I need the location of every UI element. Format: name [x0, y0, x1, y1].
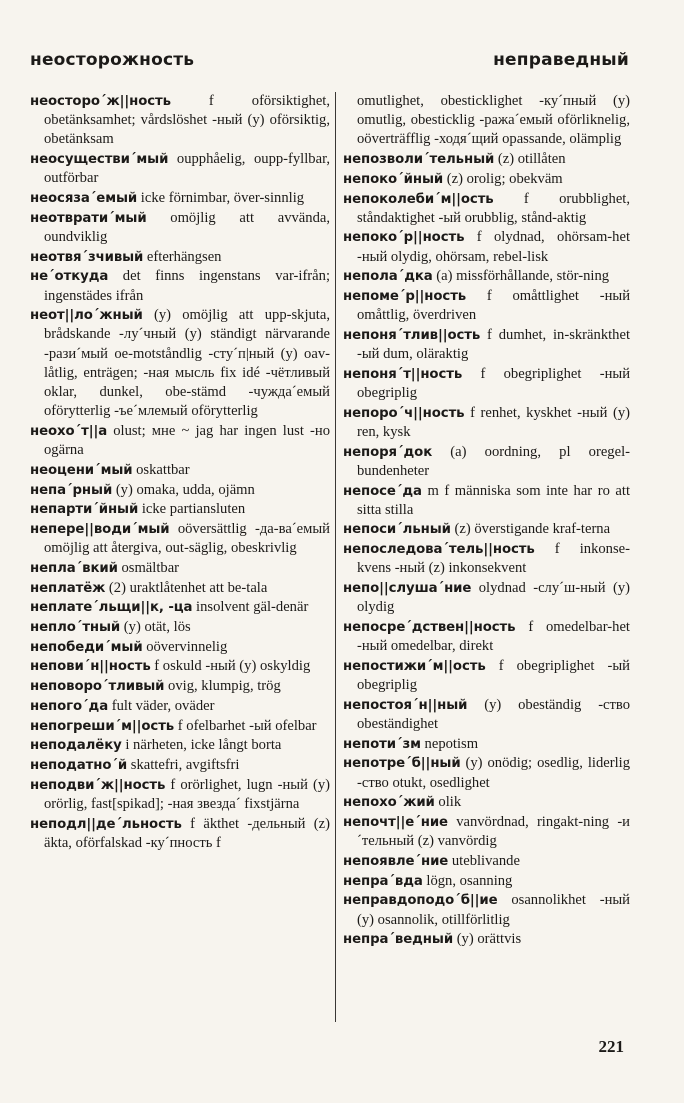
- entry-definition: icke partiansluten: [138, 501, 246, 518]
- entry-definition: (y) onödig; osedlig, liderlig -ство otukt, osedlighet: [357, 755, 630, 791]
- entry-definition: f obegriplighet -ный obegriplig: [357, 365, 630, 402]
- entry-definition: (a) oordning, pl oregel-bundenheter: [357, 443, 630, 479]
- entry-headword: непа´рный: [30, 482, 113, 498]
- entry-definition: (z) orolig; obekväm: [443, 170, 563, 187]
- dictionary-entry: [30, 150, 330, 188]
- entry-headword: неплатёж: [30, 580, 106, 596]
- dictionary-entry: [343, 696, 630, 734]
- dictionary-entry: [343, 443, 630, 481]
- entry-definition: (y) otät, lös: [120, 618, 191, 635]
- dictionary-entry: [343, 657, 630, 695]
- dictionary-entry: [343, 793, 630, 812]
- entry-headword: неосяза´емый: [30, 191, 138, 207]
- entry-headword: непоме´р||ность: [343, 289, 467, 305]
- dictionary-entry: [343, 735, 630, 754]
- entry-headword: неотврати´мый: [30, 210, 147, 226]
- entry-definition: nepotism: [420, 735, 479, 752]
- entry-definition: f orubblighet, ståndaktighet -ый orubblig, stånd-aktig: [357, 190, 630, 226]
- dictionary-entry: [343, 92, 630, 150]
- entry-definition: uteblivande: [448, 852, 520, 869]
- dictionary-entry: [30, 697, 330, 716]
- entry-headword: непостижи´м||ость: [343, 658, 486, 674]
- entry-headword: непола´дка: [343, 269, 433, 285]
- dictionary-entry: [343, 228, 630, 266]
- entry-definition: f olydnad, ohörsam-het -ный olydig, ohörsam, rebel-lisk: [357, 229, 630, 265]
- entry-definition: f orörlighet, lugn -ный (y) orörlig, fast[spikad]; -ная звезда´ fixstjärna: [44, 776, 330, 812]
- dictionary-entry: [343, 150, 630, 169]
- dictionary-entry: [30, 776, 330, 814]
- entry-headword: неподви´ж||ность: [30, 777, 166, 793]
- dictionary-entry: [343, 190, 630, 228]
- dictionary-entry: [343, 872, 630, 891]
- entry-headword: непосе´да: [343, 483, 422, 499]
- entry-definition: f omåttlighet -ный omåttlig, överdriven: [357, 288, 630, 324]
- entry-headword: непоси´льный: [343, 522, 451, 538]
- dictionary-entry: [30, 267, 330, 305]
- entry-definition: osmältbar: [117, 559, 180, 576]
- entry-headword: непоро´ч||ность: [343, 405, 465, 421]
- entry-headword: неоцени´мый: [30, 462, 133, 478]
- dictionary-entry: [30, 717, 330, 736]
- right-column: [343, 92, 630, 950]
- entry-definition: i närheten, icke långt borta: [121, 737, 282, 754]
- dictionary-entry: [30, 657, 330, 676]
- entry-headword: непосре´дствен||ность: [343, 619, 516, 635]
- entry-definition: skattefri, avgiftsfri: [127, 756, 240, 773]
- entry-definition: (y) omöjlig att upp-skjuta, brådskande -лу´чный (y) ständigt närvarande -рази´мый oe-motståndlig -сту´п|ный (y) oav-låtlig, enträgen; -ная мысль fix idé -чётливый oklar, dunkel, obe-stämd -чужда´емый oförytterlig -ъе´млемый oförytterlig: [44, 307, 330, 420]
- entry-definition: (y) orättvis: [453, 931, 522, 948]
- entry-headword: непло´тный: [30, 619, 121, 635]
- dictionary-entry: [343, 852, 630, 871]
- dictionary-entry: [30, 638, 330, 657]
- entry-headword: неподатно´й: [30, 757, 128, 773]
- entry-headword: неосторо´ж||ность: [30, 94, 171, 109]
- entry-headword: непоня´т||ность: [343, 366, 463, 382]
- entry-headword: неповоро´тливый: [30, 679, 165, 695]
- entry-definition: f omedelbar-het -ный omedelbar, direkt: [357, 618, 630, 655]
- dictionary-entry: [343, 520, 630, 539]
- dictionary-entry: [343, 930, 630, 949]
- entry-definition: m f människa som inte har ro att sitta stilla: [357, 482, 630, 518]
- entry-headword: непозволи´тельный: [343, 152, 495, 168]
- entry-headword: неохо´т||а: [30, 423, 108, 439]
- dictionary-entry: [30, 559, 330, 578]
- entry-headword: неот||ло´жный: [30, 308, 143, 324]
- entry-headword: не´откуда: [30, 269, 109, 285]
- dictionary-entry: [30, 579, 330, 598]
- entry-headword: непоявле´ние: [343, 853, 449, 869]
- entry-definition: oskattbar: [132, 461, 190, 478]
- dictionary-entry: [343, 170, 630, 189]
- entry-headword: непого´да: [30, 698, 109, 714]
- dictionary-entry: [30, 756, 330, 775]
- entry-headword: непо||слуша´ние: [343, 581, 472, 597]
- dictionary-entry: [343, 365, 630, 403]
- dictionary-entry: [343, 618, 630, 656]
- entry-definition: (y) obeständig -ство obeständighet: [357, 696, 630, 732]
- entry-definition: olik: [434, 794, 462, 811]
- entry-definition: olust; мне ~ jag har ingen lust -но ogärna: [44, 422, 330, 459]
- entry-definition: lögn, osanning: [422, 872, 513, 889]
- entry-headword: непотре´б||ный: [343, 756, 461, 772]
- entry-definition: f ofelbarhet -ый ofelbar: [174, 717, 317, 734]
- entry-definition: ovig, klumpig, trög: [164, 678, 281, 695]
- entry-definition: omöjlig att avvända, oundviklig: [44, 209, 330, 245]
- dictionary-entry: [343, 813, 630, 851]
- entry-headword: непоколеби´м||ость: [343, 191, 494, 207]
- entry-headword: непохо´жий: [343, 795, 435, 811]
- dictionary-entry: [343, 579, 630, 617]
- dictionary-entry: [343, 482, 630, 520]
- dictionary-entry: [30, 677, 330, 696]
- entry-headword: непогреши´м||ость: [30, 718, 175, 734]
- entry-headword: непоня´тлив||ость: [343, 327, 481, 343]
- entry-headword: неплате´льщи||к, -ца: [30, 600, 193, 616]
- dictionary-entry: [30, 481, 330, 500]
- dictionary-entry: [30, 618, 330, 637]
- dictionary-entry: [30, 520, 330, 558]
- right-guide-word: неправедный: [493, 50, 629, 70]
- dictionary-entry: [30, 306, 330, 421]
- entry-headword: непла´вкий: [30, 560, 118, 576]
- entry-definition: oöversättlig -да-ва´емый omöjlig att återgiva, out-säglig, obeskrivlig: [44, 520, 330, 557]
- dictionary-entry: [30, 598, 330, 617]
- dictionary-entry: [30, 815, 330, 853]
- entry-definition: vanvördnad, ringakt-ning -и´тельный (z) vanvördig: [357, 814, 630, 850]
- entry-definition: f oskuld -ный (y) oskyldig: [150, 658, 311, 675]
- entry-headword: неподалёку: [30, 738, 122, 754]
- entry-headword: непра´вда: [343, 873, 423, 889]
- column-divider: [335, 92, 336, 1022]
- entry-headword: непоследова´тель||ность: [343, 542, 535, 558]
- entry-headword: непоти´зм: [343, 736, 421, 752]
- left-column: [30, 92, 330, 853]
- entry-definition: f renhet, kyskhet -ный (y) ren, kysk: [357, 404, 630, 440]
- entry-headword: непере||води´мый: [30, 521, 170, 537]
- entry-definition: f obegriplighet -ый obegriplig: [357, 657, 630, 694]
- entry-definition: (2) uraktlåtenhet att be-tala: [105, 579, 268, 596]
- entry-headword: непоко´р||ность: [343, 230, 465, 246]
- entry-definition: efterhängsen: [143, 248, 222, 265]
- dictionary-entry: [30, 92, 330, 150]
- dictionary-entry: [30, 189, 330, 208]
- entry-headword: непра´ведный: [343, 932, 454, 948]
- entry-definition: f äkthet -дельный (z) äkta, oförfalskad -ку´пность f: [44, 815, 330, 851]
- entry-definition: insolvent gäl-denär: [192, 599, 309, 616]
- dictionary-entry: [343, 754, 630, 792]
- dictionary-entry: [30, 248, 330, 267]
- entry-definition: omutlighet, obesticklighet -ку´пный (y) omutlig, obesticklig -ража´емый oförliknelig, oöverträfflig -ходя´щий opassande, olämplig: [357, 93, 630, 148]
- entry-headword: непарти´йный: [30, 502, 139, 518]
- left-guide-word: неосторожность: [30, 50, 195, 70]
- entry-definition: f dumhet, in-skränkthet -ый dum, oläraktig: [357, 326, 630, 363]
- entry-definition: det finns ingenstans var-ifrån; ingenstädes ifrån: [44, 268, 330, 304]
- entry-definition: f oförsiktighet, obetänksamhet; vårdslöshet -ный (y) oförsiktig, obetänksam: [44, 93, 330, 148]
- entry-definition: fult väder, oväder: [108, 697, 215, 714]
- entry-headword: неподл||де´льность: [30, 816, 182, 832]
- entry-definition: (a) missförhållande, stör-ning: [432, 268, 610, 285]
- dictionary-entry: [343, 540, 630, 578]
- entry-headword: непочт||е´ние: [343, 815, 448, 831]
- entry-definition: (z) överstigande kraf-terna: [450, 521, 611, 538]
- page-number: 221: [598, 1037, 624, 1056]
- dictionary-entry: [343, 267, 630, 286]
- entry-definition: osannolikhet -ный (y) osannolik, otillförlitlig: [357, 892, 630, 928]
- dictionary-entry: [30, 461, 330, 480]
- entry-headword: непобеди´мый: [30, 639, 143, 655]
- dictionary-entry: [30, 422, 330, 460]
- dictionary-entry: [30, 736, 330, 755]
- entry-headword: неправдоподо´б||ие: [343, 893, 498, 909]
- entry-headword: непоря´док: [343, 444, 433, 460]
- dictionary-entry: [343, 326, 630, 364]
- dictionary-entry: [30, 209, 330, 247]
- entry-definition: oupphåelig, oupp-fyllbar, outförbar: [44, 151, 330, 187]
- entry-definition: icke förnimbar, över-sinnlig: [137, 190, 305, 207]
- entry-headword: непови´н||ность: [30, 659, 151, 675]
- dictionary-entry: [343, 287, 630, 325]
- dictionary-entry: [30, 500, 330, 519]
- dictionary-entry: [343, 891, 630, 929]
- dictionary-entry: [343, 404, 630, 442]
- entry-headword: неотвя´зчивый: [30, 249, 144, 265]
- entry-headword: непоко´йный: [343, 171, 444, 187]
- entry-definition: olydnad -слу´ш-ный (y) olydig: [357, 580, 630, 616]
- entry-definition: f inkonse-kvens -ный (z) inkonsekvent: [357, 541, 630, 577]
- entry-headword: неосуществи´мый: [30, 152, 169, 168]
- entry-headword: непостоя´н||ный: [343, 697, 468, 713]
- entry-definition: (z) otillåten: [494, 151, 566, 168]
- entry-definition: (y) omaka, udda, ojämn: [112, 481, 255, 498]
- entry-definition: oövervinnelig: [142, 638, 228, 655]
